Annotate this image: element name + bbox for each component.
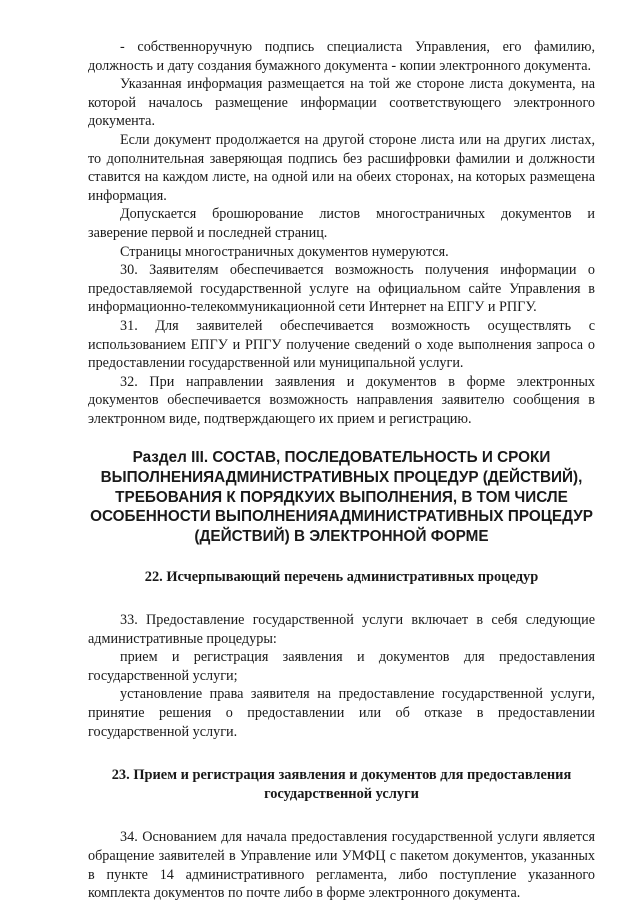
paragraph-procedure-2: установление права заявителя на предоставление государственной услуги, принятие решения о предоставлении или об отказе в предоставлении государственной услуги. <box>88 686 595 740</box>
subsection-23-title: 23. Прием и регистрация заявления и документов для предоставления государственной услуги <box>111 767 572 802</box>
paragraph-numbering: Страницы многостраничных документов нумеруются. <box>120 243 449 260</box>
subsection-22-title: 22. Исчерпывающий перечень административных процедур <box>144 569 539 586</box>
paragraph-signature: - собственноручную подпись специалиста Управления, его фамилию, должность и дату создания бумажного документа - копии электронного документа. <box>88 39 595 74</box>
paragraph-multipage-signature: Если документ продолжается на другой стороне листа или на других листах, то дополнительная заверяющая подпись без расшифровки фамилии и должности ставится на каждом листе, на одной или на обеих сторонах, на которых размещена информация. <box>88 131 595 204</box>
paragraph-32: 32. При направлении заявления и документов в форме электронных документов обеспечивается возможность направления заявителю сообщения в электронном виде, подтверждающего их прием и регистрацию. <box>88 373 595 427</box>
document-page <box>88 38 595 903</box>
paragraph-binding: Допускается брошюрование листов многостраничных документов и заверение первой и последней страниц. <box>88 206 595 241</box>
paragraph-34: 34. Основанием для начала предоставления государственной услуги является обращение заявителей в Управление или УМФЦ с пакетом документов, указанных в пункте 14 административного регламента, либо поступление указанного комплекта документов по почте либо в форме электронного документа. <box>88 829 595 902</box>
paragraph-procedure-1: прием и регистрация заявления и документов для предоставления государственной услуги; <box>88 649 595 684</box>
paragraph-31: 31. Для заявителей обеспечивается возможность осуществлять с использованием ЕПГУ и РПГУ получение сведений о ходе выполнения запроса о предоставлении государственной или муниципальной услуги. <box>88 317 595 372</box>
paragraph-placement: Указанная информация размещается на той же стороне листа документа, на которой началось размещение информации соответствующего электронного документа. <box>88 76 595 130</box>
paragraph-33: 33. Предоставление государственной услуги включает в себя следующие административные процедуры: <box>88 612 595 647</box>
section-title: Раздел III. СОСТАВ, ПОСЛЕДОВАТЕЛЬНОСТЬ И СРОКИ ВЫПОЛНЕНИЯАДМИНИСТРАТИВНЫХ ПРОЦЕДУР (ДЕЙСТВИЙ), ТРЕБОВАНИЯ К ПОРЯДКУИХ ВЫПОЛНЕНИЯ, В ТОМ ЧИСЛЕ ОСОБЕННОСТИ ВЫПОЛНЕНИЯАДМИНИСТРАТИВНЫХ ПРОЦЕДУР (ДЕЙСТВИЙ) В ЭЛЕКТРОННОЙ ФОРМЕ <box>90 449 593 545</box>
paragraph-30: 30. Заявителям обеспечивается возможность получения информации о предоставляемой государственной услуге на официальном сайте Управления в информационно-телекоммуникационной сети Интернет на ЕПГУ и РПГУ. <box>88 262 595 316</box>
